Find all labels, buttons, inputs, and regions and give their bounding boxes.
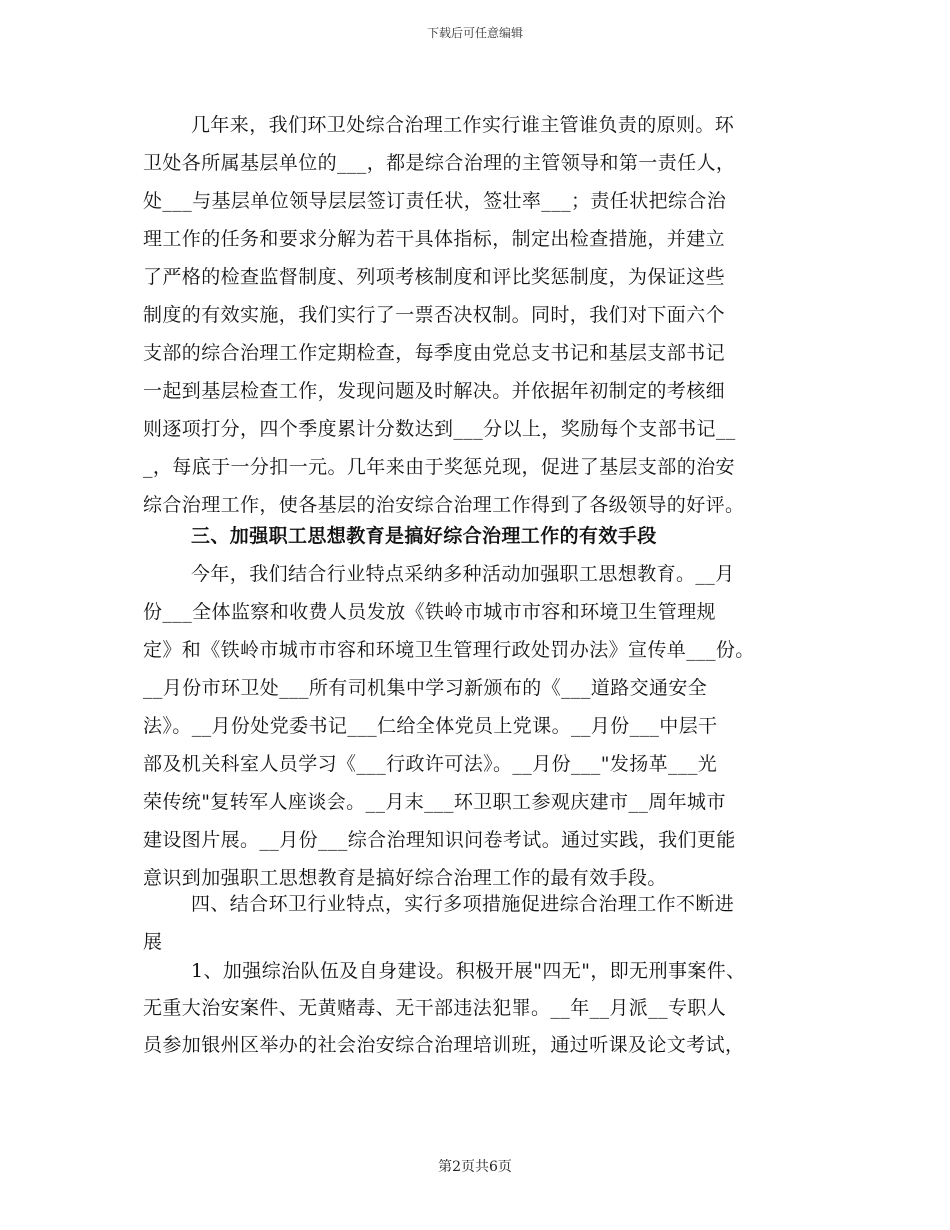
section-heading: 三、加强职工思想教育是搞好综合治理工作的有效手段 bbox=[191, 525, 657, 547]
text-line: 支部的综合治理工作定期检查，每季度由党总支书记和基层支部书记 bbox=[143, 342, 726, 364]
text-line: 法》。__月份处党委书记___仁给全体党员上党课。__月份___中层干 bbox=[143, 715, 718, 737]
text-line: 则逐项打分，四个季度累计分数达到___分以上，奖励每个支部书记__ bbox=[143, 418, 736, 440]
text-line: 建设图片展。__月份___综合治理知识问卷考试。通过实践，我们更能 bbox=[143, 829, 736, 851]
section-three bbox=[143, 517, 819, 897]
text-line: 1、加强综治队伍及自身建设。积极开展"四无"，即无刑事案件、 bbox=[191, 960, 746, 982]
text-line: 制度的有效实施，我们实行了一票否决权制。同时，我们对下面六个 bbox=[143, 304, 726, 326]
page-header: 下载后可任意编辑 bbox=[426, 26, 523, 40]
text-line: 了严格的检查监督制度、列项考核制度和评比奖惩制度，为保证这些 bbox=[143, 266, 726, 288]
paragraph-team-building bbox=[143, 953, 819, 1064]
text-line: _，每底于一分扣一元。几年来由于奖惩兑现，促进了基层支部的治安 bbox=[143, 456, 735, 478]
text-line: 卫处各所属基层单位的___，都是综合治理的主管领导和第一责任人， bbox=[143, 152, 736, 174]
text-line: 几年来，我们环卫处综合治理工作实行谁主管谁负责的原则。环 bbox=[191, 114, 735, 136]
text-line: 理工作的任务和要求分解为若干具体指标，制定出检查措施，并建立 bbox=[143, 228, 726, 250]
page-footer: 第2页共6页 bbox=[438, 1159, 512, 1175]
text-line: 今年，我们结合行业特点采纳多种活动加强职工思想教育。__月 bbox=[191, 563, 735, 585]
text-line: 荣传统"复转军人座谈会。__月末___环卫职工参观庆建市__周年城市 bbox=[143, 791, 726, 813]
text-line: __月份市环卫处___所有司机集中学习新颁布的《___道路交通安全 bbox=[143, 677, 708, 699]
section-heading-cont: 展 bbox=[143, 931, 163, 953]
text-line: 部及机关科室人员学习《___行政许可法》。__月份___"发扬革___光 bbox=[143, 753, 718, 775]
text-line: 意识到加强职工思想教育是搞好综合治理工作的最有效手段。 bbox=[143, 867, 667, 889]
paragraph-responsibility bbox=[143, 106, 819, 524]
text-line: 员参加银州区举办的社会治安综合治理培训班，通过听课及论文考试， bbox=[143, 1034, 745, 1056]
text-line: 综合治理工作，使各基层的治安综合治理工作得到了各级领导的好评。 bbox=[143, 494, 745, 516]
text-line: 份___全体监察和收费人员发放《铁岭市城市市容和环境卫生管理规 bbox=[143, 601, 716, 623]
text-line: 定》和《铁岭市城市市容和环境卫生管理行政处罚办法》宣传单___份。 bbox=[143, 639, 755, 661]
section-four-heading bbox=[143, 885, 819, 961]
text-line: 无重大治安案件、无黄赌毒、无干部违法犯罪。__年__月派__专职人 bbox=[143, 997, 727, 1019]
text-line: 处___与基层单位领导层层签订责任状，签壮率___；责任状把综合治 bbox=[143, 190, 727, 212]
text-line: 一起到基层检查工作，发现问题及时解决。并依据年初制定的考核细 bbox=[143, 380, 726, 402]
section-heading: 四、结合环卫行业特点，实行多项措施促进综合治理工作不断进 bbox=[191, 893, 735, 915]
